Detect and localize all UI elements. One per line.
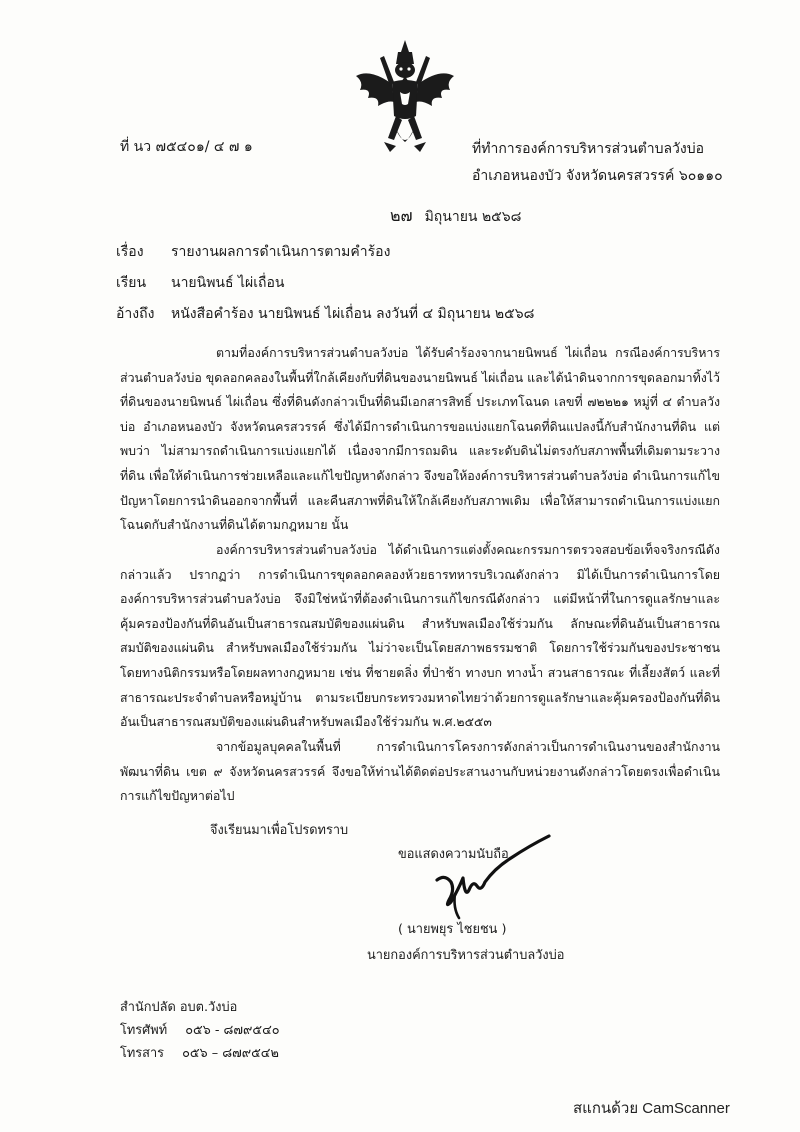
body-paragraph-2: องค์การบริหารส่วนตำบลวังบ่อ ได้ดำเนินการแต่งตั้งคณะกรรมการตรวจสอบข้อเท็จจริงกรณีดังกล่าวแล้ว ปรากฏว่า การดำเนินการขุดลอกคลองห้วยธารทหารบริเวณดังกล่าว มิได้เป็นการดำเนินการโดยองค์การบริหารส่วนตำบลวังบ่อ จึงมิใช่หน้าที่ต้องดำเนินการแก้ไขกรณีดังกล่าว แต่มีหน้าที่ในการดูแลรักษาและคุ้มครองป้องกันที่ดินอันเป็นสาธารณสมบัติของแผ่นดิน สำหรับพลเมืองใช้ร่วมกัน ลักษณะที่ดินอันเป็นสาธารณสมบัติของแผ่นดิน สำหรับพลเมืองใช้ร่วมกัน ไม่ว่าจะเป็นโดยสภาพธรรมชาติ โดยการใช้ร่วมกันของประชาชน โดยทางนิติกรรมหรือโดยผลทางกฎหมาย เช่น ที่ชายตลิ่ง ที่ป่าช้า ทางบก ทางน้ำ สวนสาธารณะ ที่เลี้ยงสัตว์ และที่สาธารณะประจำตำบลหรือหมู่บ้าน ตามระเบียบกระทรวงมหาดไทยว่าด้วยการดูแลรักษาและคุ้มครองป้องกันที่ดินอันเป็นสาธารณสมบัติของแผ่นดินสำหรับพลเมืองใช้ร่วมกัน พ.ศ.๒๕๕๓ — [120, 542, 720, 730]
signer-name: ( นายพยุร ไชยชน ) — [398, 922, 507, 937]
signer-title: นายกองค์การบริหารส่วนตำบลวังบ่อ — [367, 948, 565, 963]
subject-row — [116, 241, 390, 263]
fax-label: โทรสาร — [120, 1046, 165, 1061]
telephone-number: ๐๕๖ - ๘๗๙๕๔๐ — [185, 1023, 280, 1038]
camscanner-watermark: สแกนด้วย CamScanner — [573, 1100, 730, 1117]
fax-number: ๐๕๖ – ๘๗๙๕๔๒ — [182, 1046, 279, 1061]
reference-text: หนังสือคำร้อง นายนิพนธ์ ไผ่เถื่อน ลงวันที่ ๔ มิถุนายน ๒๕๖๘ — [171, 306, 535, 322]
body-paragraph-3: จากข้อมูลบุคคลในพื้นที่ การดำเนินการโครงการดังกล่าวเป็นการดำเนินงานของสำนักงานพัฒนาที่ดิน เขต ๙ จังหวัดนครสวรรค์ จึงขอให้ท่านได้ติดต่อประสานงานกับหน่วยงานดังกล่าวโดยตรงเพื่อดำเนินการแก้ไขปัญหาต่อไป — [120, 739, 720, 804]
date-day: ๒๗ — [390, 206, 413, 225]
closing-line: จึงเรียนมาเพื่อโปรดทราบ — [210, 823, 349, 838]
respect-line: ขอแสดงความนับถือ — [398, 847, 509, 862]
handwritten-signature — [425, 828, 565, 923]
footer-office: สำนักปลัด อบต.วังบ่อ — [120, 1000, 238, 1015]
garuda-emblem-icon — [350, 38, 460, 158]
office-location: อำเภอหนองบัว จังหวัดนครสวรรค์ ๖๐๑๑๐ — [472, 168, 723, 184]
footer-telephone — [120, 1019, 280, 1040]
reference-number: ที่ นว ๗๕๔๐๑/ ๔ ๗ ๑ — [120, 139, 253, 155]
office-name: ที่ทำการองค์การบริหารส่วนตำบลวังบ่อ — [472, 141, 705, 157]
date-month-year: มิถุนายน ๒๕๖๘ — [424, 209, 522, 225]
telephone-label: โทรศัพท์ — [120, 1023, 168, 1038]
recipient-row — [116, 272, 284, 294]
subject-label: เรื่อง — [116, 244, 144, 260]
reference-label: อ้างถึง — [116, 306, 155, 322]
reference-row — [116, 303, 534, 325]
subject-text: รายงานผลการดำเนินการตามคำร้อง — [171, 244, 391, 260]
letter-date — [390, 204, 521, 229]
office-address — [472, 136, 723, 190]
recipient-text: นายนิพนธ์ ไผ่เถื่อน — [171, 275, 285, 291]
body-paragraph-1: ตามที่องค์การบริหารส่วนตำบลวังบ่อ ได้รับคำร้องจากนายนิพนธ์ ไผ่เถื่อน กรณีองค์การบริหารส่วนตำบลวังบ่อ ขุดลอกคลองในพื้นที่ใกล้เคียงกับที่ดินของนายนิพนธ์ ไผ่เถื่อน และได้นำดินจากการขุดลอกมาทิ้งไว้ที่ดินของนายนิพนธ์ ไผ่เถื่อน ซึ่งที่ดินดังกล่าวเป็นที่ดินมีเอกสารสิทธิ์ ประเภทโฉนด เลขที่ ๗๒๒๒๑ หมู่ที่ ๔ ตำบลวังบ่อ อำเภอหนองบัว จังหวัดนครสวรรค์ ซึ่งได้มีการดำเนินการขอแบ่งแยกโฉนดที่ดินแปลงนี้กับสำนักงานที่ดิน แต่พบว่า ไม่สามารถดำเนินการแบ่งแยกได้ เนื่องจากมีการถมดิน และระดับดินไม่ตรงกับสภาพพื้นที่เดิมตามระวางที่ดิน เพื่อให้ดำเนินการช่วยเหลือและแก้ไขปัญหาดังกล่าว จึงขอให้องค์การบริหารส่วนตำบลวังบ่อ ดำเนินการแก้ไขปัญหาโดยการนำดินออกจากพื้นที่ และคืนสภาพที่ดินให้ใกล้เคียงกับสภาพเดิม เพื่อให้สามารถดำเนินการแบ่งแยกโฉนดกับสำนักงานที่ดินได้ตามกฎหมาย นั้น — [120, 345, 720, 533]
recipient-label: เรียน — [116, 275, 147, 291]
footer-fax — [120, 1042, 279, 1063]
